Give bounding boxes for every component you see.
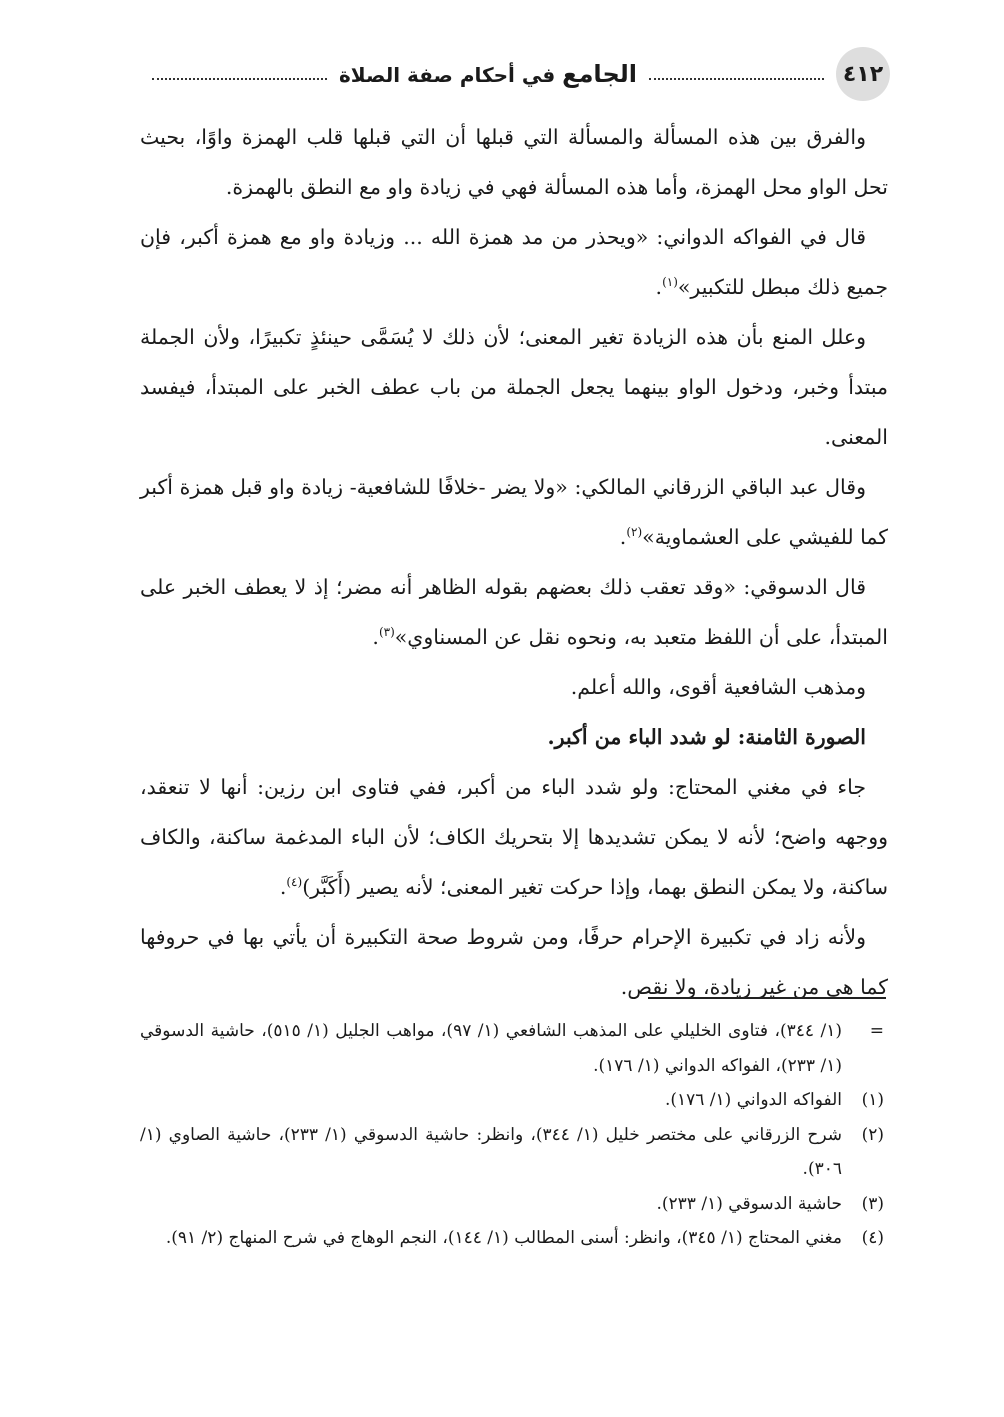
paragraph-text: قال الدسوقي: «وقد تعقب ذلك بعضهم بقوله الظاهر أنه مضر؛ إذ لا يعطف الخبر على المبتدأ، على أن اللفظ متعبد به، ونحوه نقل عن المسناوي» xyxy=(140,575,888,649)
footnote-ref[interactable]: (١) xyxy=(662,275,678,290)
running-title-main: الجامع xyxy=(562,60,637,88)
footnote-text: مغني المحتاج (١/ ٣٤٥)، وانظر: أسنى المطالب (١/ ١٤٤)، النجم الوهاج في شرح المنهاج (٢/ ٩١). xyxy=(165,1228,842,1248)
paragraph-text: قال في الفواكه الدواني: «ويحذر من مد همزة الله ... وزيادة واو مع همزة أكبر، فإن جميع ذلك مبطل للتكبير» xyxy=(140,225,888,299)
footnote-text: شرح الزرقاني على مختصر خليل (١/ ٣٤٤)، وانظر: حاشية الدسوقي (١/ ٢٣٣)، حاشية الصاوي (١/ ٣٠٦). xyxy=(140,1124,842,1179)
header-dot-leader-left xyxy=(152,78,327,80)
footnote-text: (١/ ٣٤٤)، فتاوى الخليلي على المذهب الشافعي (١/ ٩٧)، مواهب الجليل (١/ ٥١٥)، حاشية الدسوقي (١/ ٢٣٣)، الفواكه الدواني (١/ ١٧٦). xyxy=(140,1021,842,1076)
header-dot-leader-right xyxy=(649,78,824,80)
footnote-marker: (٤) xyxy=(861,1228,884,1248)
footnote-ref[interactable]: (٤) xyxy=(286,875,303,890)
section-heading xyxy=(140,712,888,762)
paragraph-text: جاء في مغني المحتاج: ولو شدد الباء من أكبر، ففي فتاوى ابن رزين: أنها لا تنعقد، ووجهه واضح؛ لأنه لا يمكن تشديدها إلا بتحريك الكاف؛ لأن الباء المدغمة ساكنة، والكاف ساكنة، ولا يمكن النطق بهما، وإذا حركت تغير المعنى؛ لأنه يصير (أَكَبَّر) xyxy=(140,775,888,899)
footnote-item xyxy=(140,1014,890,1083)
paragraph-end-punctuation: . xyxy=(372,625,379,649)
main-text xyxy=(140,112,888,1012)
running-title-rest: في أحكام صفة الصلاة xyxy=(339,63,563,87)
paragraph-text: وقال عبد الباقي الزرقاني المالكي: «ولا يضر -خلافًا للشافعية- زيادة واو قبل همزة أكبر كما للفيشي على العشماوية» xyxy=(140,475,888,549)
footnote-text: حاشية الدسوقي (١/ ٢٣٣). xyxy=(656,1193,842,1214)
page-number: ٤١٢ xyxy=(836,47,890,101)
paragraph xyxy=(140,762,888,912)
paragraph-end-punctuation: . xyxy=(279,875,287,899)
paragraph xyxy=(140,562,888,662)
footnote-text: الفواكه الدواني (١/ ١٧٦). xyxy=(664,1090,842,1110)
paragraph-text: وعلل المنع بأن هذه الزيادة تغير المعنى؛ لأن ذلك لا يُسَمَّى حينئذٍ تكبيرًا، ولأن الجملة مبتدأ وخبر، ودخول الواو بينهما يجعل الجملة من باب عطف الخبر على المبتدأ، فيفسد المعنى. xyxy=(140,325,888,449)
paragraph-text: الصورة الثامنة: لو شدد الباء من أكبر. xyxy=(547,725,866,749)
running-title xyxy=(339,60,637,88)
footnote-marker: (١) xyxy=(861,1090,884,1110)
footnote-marker: = xyxy=(869,1021,884,1041)
footnote-ref[interactable]: (٢) xyxy=(626,525,643,540)
paragraph xyxy=(140,312,888,462)
footnote-marker: (٣) xyxy=(861,1193,884,1214)
footnote-item xyxy=(140,1118,890,1187)
paragraph xyxy=(140,462,888,562)
paragraph xyxy=(140,112,888,212)
paragraph-text: والفرق بين هذه المسألة والمسألة التي قبلها أن التي قبلها قلب الهمزة واوًا، بحيث تحل الواو محل الهمزة، وأما هذه المسألة فهي في زيادة واو مع النطق بالهمزة. xyxy=(140,125,888,199)
footnotes xyxy=(140,1014,890,1256)
paragraph-text: ومذهب الشافعية أقوى، والله أعلم. xyxy=(570,675,866,699)
footnote-ref[interactable]: (٣) xyxy=(378,625,395,640)
footnote-marker: (٢) xyxy=(861,1124,884,1145)
paragraph-text: ولأنه زاد في تكبيرة الإحرام حرفًا، ومن شروط صحة التكبيرة أن يأتي بها في حروفها كما هي من غير زيادة، ولا نقص. xyxy=(140,925,888,999)
footnote-item xyxy=(140,1221,890,1256)
footnote-item xyxy=(140,1083,890,1118)
paragraph xyxy=(140,212,888,312)
paragraph-end-punctuation: . xyxy=(655,275,663,299)
paragraph xyxy=(140,662,888,712)
paragraph-end-punctuation: . xyxy=(619,525,627,549)
footnote-item xyxy=(140,1187,890,1222)
page-header xyxy=(140,46,890,102)
footnote-separator xyxy=(648,997,886,999)
